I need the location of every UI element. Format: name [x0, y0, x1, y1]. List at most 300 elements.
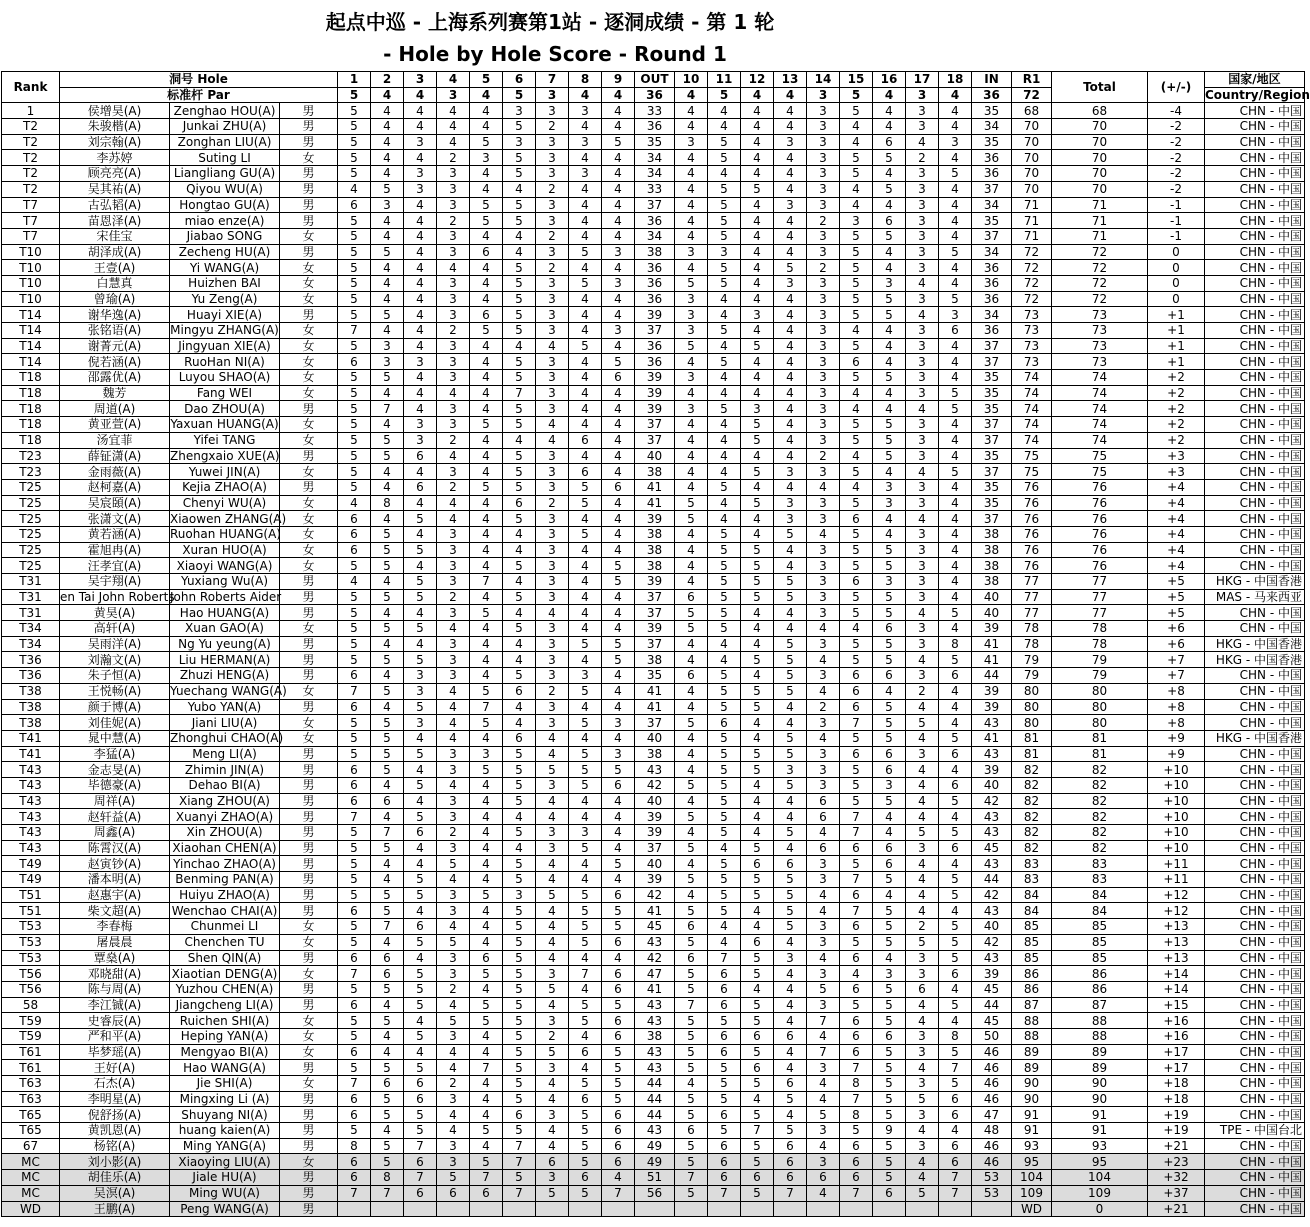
gender-cell: 女	[280, 323, 338, 339]
hole-9-score: 6	[602, 934, 635, 950]
hole-4-score: 4	[437, 730, 470, 746]
hole-6-score: 5	[503, 1091, 536, 1107]
hole-16-score: 6	[873, 840, 906, 856]
name-cn-cell: 黄亚萱(A)	[60, 417, 170, 433]
hole-9-score: 4	[602, 166, 635, 182]
hole-7-score: 3	[536, 966, 569, 982]
hole-18-score: 5	[939, 464, 972, 480]
hole-15-score: 5	[840, 856, 873, 872]
to-par: +1	[1148, 338, 1205, 354]
hole-10-score: 4	[675, 683, 708, 699]
hole-16-score: 3	[873, 479, 906, 495]
gender-cell: 男	[280, 574, 338, 590]
r1-score: 72	[1012, 291, 1052, 307]
hole-14-score: 3	[807, 370, 840, 386]
hole-12-score: 4	[741, 511, 774, 527]
to-par: -2	[1148, 166, 1205, 182]
hole-11-score: 5	[708, 777, 741, 793]
hole-8-score: 4	[569, 119, 602, 135]
hole-8-score: 4	[569, 621, 602, 637]
hole-2-score: 5	[371, 981, 404, 997]
hole-4-score: 3	[437, 668, 470, 684]
hole-8-score: 5	[569, 1123, 602, 1139]
hole-4-score: 5	[437, 856, 470, 872]
hole-15-score: 4	[840, 479, 873, 495]
hole-13-score: 4	[774, 448, 807, 464]
rank-cell: T53	[2, 934, 60, 950]
hole-10-score: 4	[675, 432, 708, 448]
hole-7-score: 4	[536, 856, 569, 872]
hole-5-score: 7	[470, 1170, 503, 1186]
hole-6-score: 5	[503, 903, 536, 919]
hole-18-score: 6	[939, 1154, 972, 1170]
out-score: 43	[635, 1060, 675, 1076]
name-en-cell: Meng LI(A)	[170, 746, 280, 762]
in-score: 35	[972, 448, 1012, 464]
name-cn-cell: 吴宇翔(A)	[60, 574, 170, 590]
hole-18-score: 4	[939, 417, 972, 433]
hole-16-score: 5	[873, 417, 906, 433]
par-hole-15: 5	[840, 87, 873, 103]
hole-2-score: 4	[371, 872, 404, 888]
rank-cell: T36	[2, 652, 60, 668]
to-par: 0	[1148, 244, 1205, 260]
hole-17-score: 3	[906, 746, 939, 762]
hole-17-score: 3	[906, 840, 939, 856]
total-score: 82	[1052, 809, 1148, 825]
hole-7-score	[536, 1201, 569, 1217]
r1-score: 76	[1012, 479, 1052, 495]
out-score: 37	[635, 636, 675, 652]
hole-3-score: 3	[404, 715, 437, 731]
hole-15-score	[840, 1201, 873, 1217]
hole-14-score: 4	[807, 1076, 840, 1092]
player-row	[2, 903, 1305, 919]
hole-12-score: 4	[741, 150, 774, 166]
hole-1-score: 6	[338, 1154, 371, 1170]
out-score: 37	[635, 715, 675, 731]
par-hole-1: 5	[338, 87, 371, 103]
hole-15-score: 5	[840, 997, 873, 1013]
hole-5-score: 5	[470, 887, 503, 903]
to-par: +4	[1148, 542, 1205, 558]
to-par: +7	[1148, 652, 1205, 668]
in-score: 40	[972, 777, 1012, 793]
gender-cell: 男	[280, 166, 338, 182]
hole-18-score: 4	[939, 197, 972, 213]
hole-3-score: 4	[404, 762, 437, 778]
hole-12-score: 5	[741, 699, 774, 715]
out-score: 38	[635, 558, 675, 574]
hole-7-score: 4	[536, 903, 569, 919]
hole-12-score: 5	[741, 432, 774, 448]
name-en-cell: Yifei TANG	[170, 432, 280, 448]
hole-10-score: 6	[675, 1123, 708, 1139]
hole-8-score: 5	[569, 1013, 602, 1029]
hole-1-score: 6	[338, 1170, 371, 1186]
header-hole-1: 1	[338, 72, 371, 88]
hole-18-score: 4	[939, 1013, 972, 1029]
hole-14-score: 4	[807, 1185, 840, 1201]
rank-cell: T2	[2, 119, 60, 135]
rank-cell: T2	[2, 134, 60, 150]
out-score: 39	[635, 401, 675, 417]
hole-9-score: 4	[602, 307, 635, 323]
hole-17-score: 3	[906, 558, 939, 574]
gender-cell: 女	[280, 1076, 338, 1092]
hole-3-score: 4	[404, 1044, 437, 1060]
hole-10-score: 3	[675, 307, 708, 323]
out-score: 37	[635, 323, 675, 339]
hole-16-score: 6	[873, 762, 906, 778]
header-out: OUT	[635, 72, 675, 88]
hole-13-score: 3	[774, 511, 807, 527]
hole-12-score: 4	[741, 275, 774, 291]
hole-14-score: 6	[807, 1170, 840, 1186]
hole-1-score: 6	[338, 903, 371, 919]
total-score: 74	[1052, 401, 1148, 417]
hole-7-score: 3	[536, 213, 569, 229]
to-par: +13	[1148, 934, 1205, 950]
hole-4-score: 4	[437, 715, 470, 731]
hole-13-score: 4	[774, 1044, 807, 1060]
name-cn-cell: 刘宗翰(A)	[60, 134, 170, 150]
hole-10-score: 5	[675, 1044, 708, 1060]
r1-score: 72	[1012, 244, 1052, 260]
hole-15-score: 5	[840, 934, 873, 950]
out-score: 47	[635, 966, 675, 982]
name-cn-cell: 侯增昊(A)	[60, 103, 170, 119]
hole-3-score: 5	[404, 652, 437, 668]
hole-15-score: 5	[840, 291, 873, 307]
hole-7-score: 3	[536, 275, 569, 291]
player-row	[2, 417, 1305, 433]
gender-cell: 男	[280, 668, 338, 684]
hole-2-score: 4	[371, 1044, 404, 1060]
name-cn-cell: 魏芳	[60, 385, 170, 401]
rank-cell: T65	[2, 1123, 60, 1139]
hole-3-score: 5	[404, 746, 437, 762]
name-en-cell: Fang WEI	[170, 385, 280, 401]
in-score: 45	[972, 840, 1012, 856]
out-score: 51	[635, 1170, 675, 1186]
name-en-cell: Zecheng HU(A)	[170, 244, 280, 260]
hole-7-score: 4	[536, 746, 569, 762]
country-cell: MAS - 马来西亚	[1205, 589, 1305, 605]
hole-16-score: 4	[873, 338, 906, 354]
player-row	[2, 919, 1305, 935]
hole-7-score: 3	[536, 166, 569, 182]
hole-3-score: 5	[404, 997, 437, 1013]
hole-7-score: 3	[536, 1170, 569, 1186]
gender-cell: 男	[280, 605, 338, 621]
hole-11-score: 5	[708, 730, 741, 746]
r1-score: 90	[1012, 1076, 1052, 1092]
par-out: 36	[635, 87, 675, 103]
rank-cell: 1	[2, 103, 60, 119]
hole-6-score: 5	[503, 511, 536, 527]
hole-13-score: 3	[774, 762, 807, 778]
par-hole-10: 4	[675, 87, 708, 103]
r1-score: 82	[1012, 825, 1052, 841]
total-score: 83	[1052, 872, 1148, 888]
out-score: 35	[635, 134, 675, 150]
r1-score: 80	[1012, 699, 1052, 715]
name-cn-cell: 李江铖(A)	[60, 997, 170, 1013]
hole-9-score: 4	[602, 495, 635, 511]
hole-5-score: 4	[470, 558, 503, 574]
hole-14-score: 3	[807, 495, 840, 511]
gender-cell: 男	[280, 479, 338, 495]
hole-13-score: 6	[774, 1028, 807, 1044]
hole-1-score: 5	[338, 134, 371, 150]
hole-2-score: 3	[371, 197, 404, 213]
hole-2-score: 4	[371, 166, 404, 182]
hole-7-score: 3	[536, 197, 569, 213]
hole-14-score: 3	[807, 323, 840, 339]
hole-17-score: 3	[906, 370, 939, 386]
rank-cell: T2	[2, 150, 60, 166]
hole-6-score: 5	[503, 997, 536, 1013]
hole-17-score: 3	[906, 668, 939, 684]
hole-4-score: 2	[437, 981, 470, 997]
hole-11-score: 5	[708, 526, 741, 542]
total-score: 71	[1052, 228, 1148, 244]
hole-5-score: 4	[470, 825, 503, 841]
hole-8-score: 5	[569, 1154, 602, 1170]
hole-18-score: 4	[939, 228, 972, 244]
hole-10-score: 4	[675, 856, 708, 872]
in-score: 41	[972, 652, 1012, 668]
to-par: +11	[1148, 872, 1205, 888]
hole-9-score	[602, 1201, 635, 1217]
country-cell: HKG - 中国香港	[1205, 652, 1305, 668]
hole-9-score: 4	[602, 526, 635, 542]
hole-3-score: 4	[404, 558, 437, 574]
hole-15-score: 5	[840, 762, 873, 778]
in-score: 43	[972, 746, 1012, 762]
total-score: 72	[1052, 291, 1148, 307]
hole-3-score: 4	[404, 119, 437, 135]
gender-cell: 男	[280, 997, 338, 1013]
hole-17-score: 4	[906, 856, 939, 872]
in-score: 38	[972, 526, 1012, 542]
out-score: 38	[635, 652, 675, 668]
hole-11-score: 5	[708, 1091, 741, 1107]
in-score	[972, 1201, 1012, 1217]
to-par: +10	[1148, 777, 1205, 793]
name-en-cell: Ng Yu yeung(A)	[170, 636, 280, 652]
country-cell: CHN - 中国	[1205, 966, 1305, 982]
hole-9-score: 4	[602, 260, 635, 276]
in-score: 38	[972, 558, 1012, 574]
name-cn-cell: 金雨薇(A)	[60, 464, 170, 480]
hole-12-score: 5	[741, 762, 774, 778]
hole-2-score: 4	[371, 574, 404, 590]
hole-18-score: 3	[939, 134, 972, 150]
total-score: 83	[1052, 856, 1148, 872]
r1-score: 84	[1012, 887, 1052, 903]
hole-1-score: 5	[338, 652, 371, 668]
in-score: 34	[972, 119, 1012, 135]
to-par: +14	[1148, 966, 1205, 982]
hole-1-score: 5	[338, 919, 371, 935]
hole-7-score: 6	[536, 1154, 569, 1170]
hole-18-score: 5	[939, 919, 972, 935]
hole-7-score: 3	[536, 1107, 569, 1123]
hole-12-score: 4	[741, 479, 774, 495]
in-score: 35	[972, 213, 1012, 229]
to-par: +7	[1148, 668, 1205, 684]
hole-2-score: 7	[371, 919, 404, 935]
hole-6-score: 5	[503, 825, 536, 841]
rank-cell: T38	[2, 715, 60, 731]
hole-5-score: 4	[470, 181, 503, 197]
hole-14-score: 3	[807, 197, 840, 213]
hole-4-score: 3	[437, 338, 470, 354]
hole-13-score: 4	[774, 385, 807, 401]
out-score: 39	[635, 511, 675, 527]
hole-7-score: 3	[536, 134, 569, 150]
to-par: -1	[1148, 197, 1205, 213]
name-en-cell: Chunmei LI	[170, 919, 280, 935]
hole-5-score: 4	[470, 260, 503, 276]
gender-cell: 女	[280, 150, 338, 166]
country-cell: CHN - 中国	[1205, 840, 1305, 856]
rank-cell: T49	[2, 856, 60, 872]
country-cell: CHN - 中国	[1205, 1201, 1305, 1217]
hole-5-score: 3	[470, 150, 503, 166]
r1-score: 83	[1012, 856, 1052, 872]
hole-9-score: 5	[602, 354, 635, 370]
hole-16-score: 5	[873, 1170, 906, 1186]
hole-14-score: 3	[807, 966, 840, 982]
country-cell: CHN - 中国	[1205, 981, 1305, 997]
hole-5-score: 4	[470, 1091, 503, 1107]
hole-17-score: 2	[906, 919, 939, 935]
hole-16-score: 5	[873, 307, 906, 323]
gender-cell: 男	[280, 746, 338, 762]
name-cn-cell: 周道(A)	[60, 401, 170, 417]
in-score: 34	[972, 244, 1012, 260]
hole-8-score: 5	[569, 903, 602, 919]
country-cell: CHN - 中国	[1205, 872, 1305, 888]
hole-2-score: 4	[371, 464, 404, 480]
name-en-cell: Hao HUANG(A)	[170, 605, 280, 621]
hole-13-score	[774, 1201, 807, 1217]
hole-18-score: 4	[939, 621, 972, 637]
hole-9-score: 6	[602, 1013, 635, 1029]
hole-16-score: 5	[873, 1076, 906, 1092]
hole-2-score: 4	[371, 323, 404, 339]
hole-4-score: 3	[437, 793, 470, 809]
hole-8-score: 5	[569, 919, 602, 935]
hole-12-score: 4	[741, 605, 774, 621]
hole-9-score: 4	[602, 385, 635, 401]
scoreboard-body	[2, 72, 1310, 1217]
hole-18-score: 6	[939, 966, 972, 982]
hole-6-score: 4	[503, 840, 536, 856]
hole-9-score: 3	[602, 244, 635, 260]
hole-9-score: 5	[602, 919, 635, 935]
hole-15-score: 6	[840, 1154, 873, 1170]
hole-8-score: 4	[569, 950, 602, 966]
hole-17-score: 3	[906, 1044, 939, 1060]
in-score: 46	[972, 1044, 1012, 1060]
name-cn-cell: 高轩(A)	[60, 621, 170, 637]
gender-cell: 女	[280, 291, 338, 307]
to-par: +17	[1148, 1044, 1205, 1060]
to-par: +19	[1148, 1123, 1205, 1139]
hole-17-score: 4	[906, 464, 939, 480]
to-par: +9	[1148, 730, 1205, 746]
to-par: -2	[1148, 119, 1205, 135]
hole-11-score: 6	[708, 1170, 741, 1186]
hole-8-score: 4	[569, 605, 602, 621]
hole-4-score: 3	[437, 1028, 470, 1044]
hole-8-score: 4	[569, 872, 602, 888]
hole-1-score: 5	[338, 636, 371, 652]
country-cell: CHN - 中国	[1205, 934, 1305, 950]
hole-11-score: 6	[708, 1138, 741, 1154]
r1-score: 82	[1012, 809, 1052, 825]
hole-3-score: 5	[404, 621, 437, 637]
r1-score: 86	[1012, 981, 1052, 997]
hole-13-score: 5	[774, 777, 807, 793]
hole-7-score: 3	[536, 621, 569, 637]
player-row	[2, 228, 1305, 244]
to-par: +10	[1148, 809, 1205, 825]
out-score: 36	[635, 291, 675, 307]
to-par: +37	[1148, 1185, 1205, 1201]
r1-score: 70	[1012, 119, 1052, 135]
header-hole-7: 7	[536, 72, 569, 88]
hole-18-score: 6	[939, 323, 972, 339]
hole-12-score: 4	[741, 213, 774, 229]
hole-10-score: 3	[675, 323, 708, 339]
name-en-cell: Wenchao CHAI(A)	[170, 903, 280, 919]
hole-6-score: 4	[503, 244, 536, 260]
player-row	[2, 307, 1305, 323]
to-par: +4	[1148, 526, 1205, 542]
hole-18-score: 4	[939, 103, 972, 119]
out-score: 33	[635, 103, 675, 119]
hole-15-score: 4	[840, 134, 873, 150]
rank-cell: T36	[2, 668, 60, 684]
r1-score: 90	[1012, 1091, 1052, 1107]
hole-11-score: 5	[708, 887, 741, 903]
name-en-cell: Qiyou WU(A)	[170, 181, 280, 197]
hole-14-score: 3	[807, 777, 840, 793]
r1-score: 74	[1012, 401, 1052, 417]
hole-14-score: 3	[807, 401, 840, 417]
hole-11-score: 4	[708, 934, 741, 950]
rank-cell: T25	[2, 558, 60, 574]
hole-11-score: 5	[708, 150, 741, 166]
hole-1-score: 6	[338, 950, 371, 966]
country-cell: CHN - 中国	[1205, 370, 1305, 386]
in-score: 39	[972, 762, 1012, 778]
rank-cell: T18	[2, 385, 60, 401]
out-score: 39	[635, 621, 675, 637]
hole-3-score: 5	[404, 934, 437, 950]
hole-1-score: 5	[338, 150, 371, 166]
hole-11-score: 4	[708, 432, 741, 448]
hole-17-score: 4	[906, 605, 939, 621]
hole-15-score: 7	[840, 1185, 873, 1201]
total-score: 74	[1052, 432, 1148, 448]
hole-16-score: 6	[873, 668, 906, 684]
